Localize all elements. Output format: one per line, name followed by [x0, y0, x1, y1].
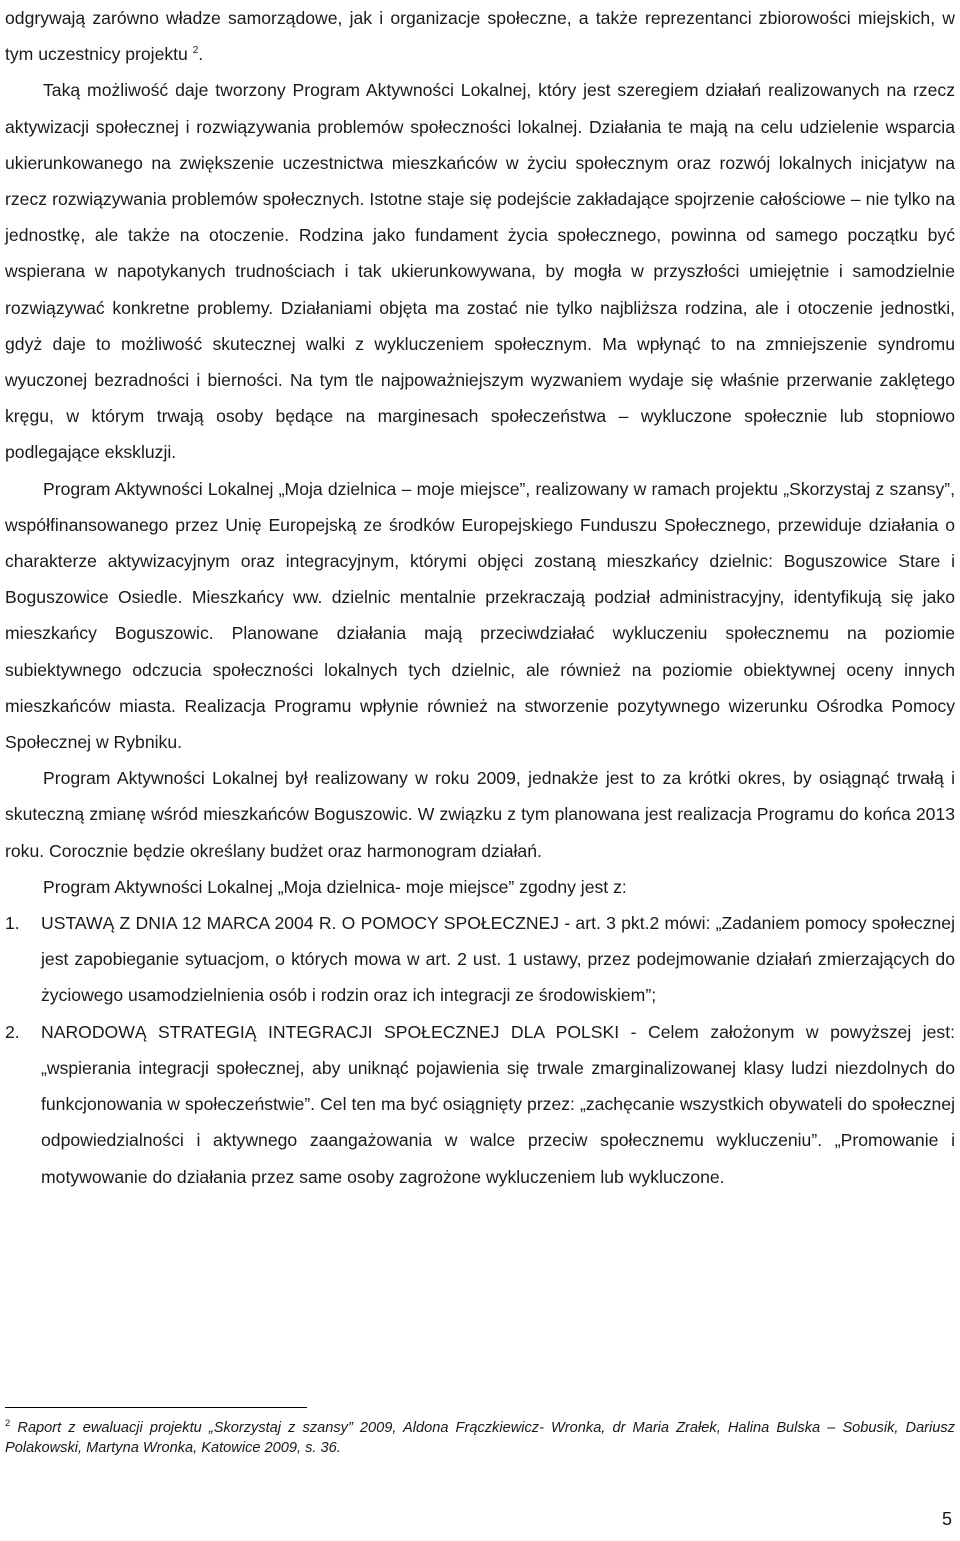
footnote-reference[interactable]: 2: [192, 45, 199, 57]
footnote-separator: [5, 1407, 307, 1408]
list-number: 1.: [5, 913, 20, 934]
paragraph-1-text: odgrywają zarówno władze samorządowe, jak i organizacje społeczne, a także reprezentanci zbiorowości miejskich, w tym uczestnicy projektu: [5, 8, 955, 65]
list-item-2: [5, 1014, 955, 1195]
footnote-text: Raport z ewaluacji projektu „Skorzystaj z szansy” 2009, Aldona Frączkiewicz- Wronka, dr Maria Zrałek, Halina Bulska – Sobusik, Dariusz Polakowski, Martyna Wronka, Katowice 2009, s. 36.: [5, 1420, 955, 1456]
paragraph-2: Taką możliwość daje tworzony Program Aktywności Lokalnej, który jest szeregiem działań realizowanych na rzecz aktywizacji społecznej i rozwiązywania problemów społeczności lokalnej. Działania te mają na celu udzielenie wsparcia ukierunkowanego na zwiększenie uczestnictwa mieszkańców w życiu społecznym oraz rozwój lokalnych inicjatyw na rzecz rozwiązywania problemów społecznych. Istotne staje się podejście zakładające spojrzenie całościowe – nie tylko na jednostkę, ale także na otoczenie. Rodzina jako fundament życia społecznego, powinna od samego początku być wspierana w napotykanych trudnościach i tak ukierunkowywana, by mogła w przyszłości umiejętnie i samodzielnie rozwiązywać konkretne problemy. Działaniami objęta ma zostać nie tylko najbliższa rodzina, ale i otoczenie jednostki, gdyż daje to możliwość skutecznej walki z wykluczeniem społecznym. Ma wpłynąć to na zmniejszenie syndromu wyuczonej bezradności i bierności. Na tym tle najpoważniejszym wyzwaniem wydaje się właśnie przerwanie zaklętego kręgu, w którym trwają osoby będące na marginesach społeczeństwa – wykluczone społecznie lub stopniowo podlegające ekskluzji.: [5, 80, 955, 463]
footnote: [5, 1418, 955, 1458]
list-item-text: USTAWĄ Z DNIA 12 MARCA 2004 R. O POMOCY SPOŁECZNEJ - art. 3 pkt.2 mówi: „Zadaniem pomocy społecznej jest zapobieganie sytuacjom, o których mowa w art. 2 ust. 1 ustawy, przez podejmowanie działań zmierzających do życiowego usamodzielnienia osób i rodzin oraz ich integracji ze środowiskiem”;: [41, 913, 955, 1006]
list-item-1: [5, 905, 955, 1014]
list-number: 2.: [5, 1021, 20, 1042]
list-item-text: NARODOWĄ STRATEGIĄ INTEGRACJI SPOŁECZNEJ DLA POLSKI - Celem założonym w powyższej jest: „wspierania integracji społecznej, aby uniknąć pojawienia się trwale zmarginalizowanej klasy ludzi niezdolnych do funkcjonowania w społeczeństwie”. Cel ten ma być osiągnięty przez: „zachęcanie wszystkich obywateli do społecznej odpowiedzialności i aktywnego zaangażowania w walce przeciw społecznemu wykluczeniu”. „Promowanie i motywowanie do działania przez same osoby zagrożone wykluczeniem lub wykluczone.: [41, 1021, 955, 1187]
paragraph-5: Program Aktywności Lokalnej „Moja dzielnica- moje miejsce” zgodny jest z:: [43, 876, 627, 897]
paragraph-1-end: .: [198, 44, 204, 65]
body-text: [5, 0, 955, 1195]
page-number: 5: [941, 1509, 952, 1529]
paragraph-3: Program Aktywności Lokalnej „Moja dzielnica – moje miejsce”, realizowany w ramach projektu „Skorzystaj z szansy”, współfinansowanego przez Unię Europejską ze środków Europejskiego Funduszu Społecznego, przewiduje działania o charakterze aktywizacyjnym oraz integracyjnym, którymi objęci zostaną mieszkańcy dzielnic: Boguszowice Stare i Boguszowice Osiedle. Mieszkańcy ww. dzielnic mentalnie przekraczają podział administracyjny, identyfikują się jako mieszkańcy Boguszowic. Planowane działania mają przeciwdziałać wykluczeniu społecznemu na poziomie subiektywnego odczucia społeczności lokalnych tych dzielnic, ale również na poziomie obiektywnej oceny innych mieszkańców miasta. Realizacja Programu wpłynie również na stworzenie pozytywnego wizerunku Ośrodka Pomocy Społecznej w Rybniku.: [5, 478, 955, 753]
footnote-marker: 2: [5, 1418, 11, 1430]
paragraph-1: [5, 0, 955, 72]
paragraph-4: Program Aktywności Lokalnej był realizowany w roku 2009, jednakże jest to za krótki okres, by osiągnąć trwałą i skuteczną zmianę wśród mieszkańców Boguszowic. W związku z tym planowana jest realizacja Programu do końca 2013 roku. Corocznie będzie określany budżet oraz harmonogram działań.: [5, 768, 955, 861]
